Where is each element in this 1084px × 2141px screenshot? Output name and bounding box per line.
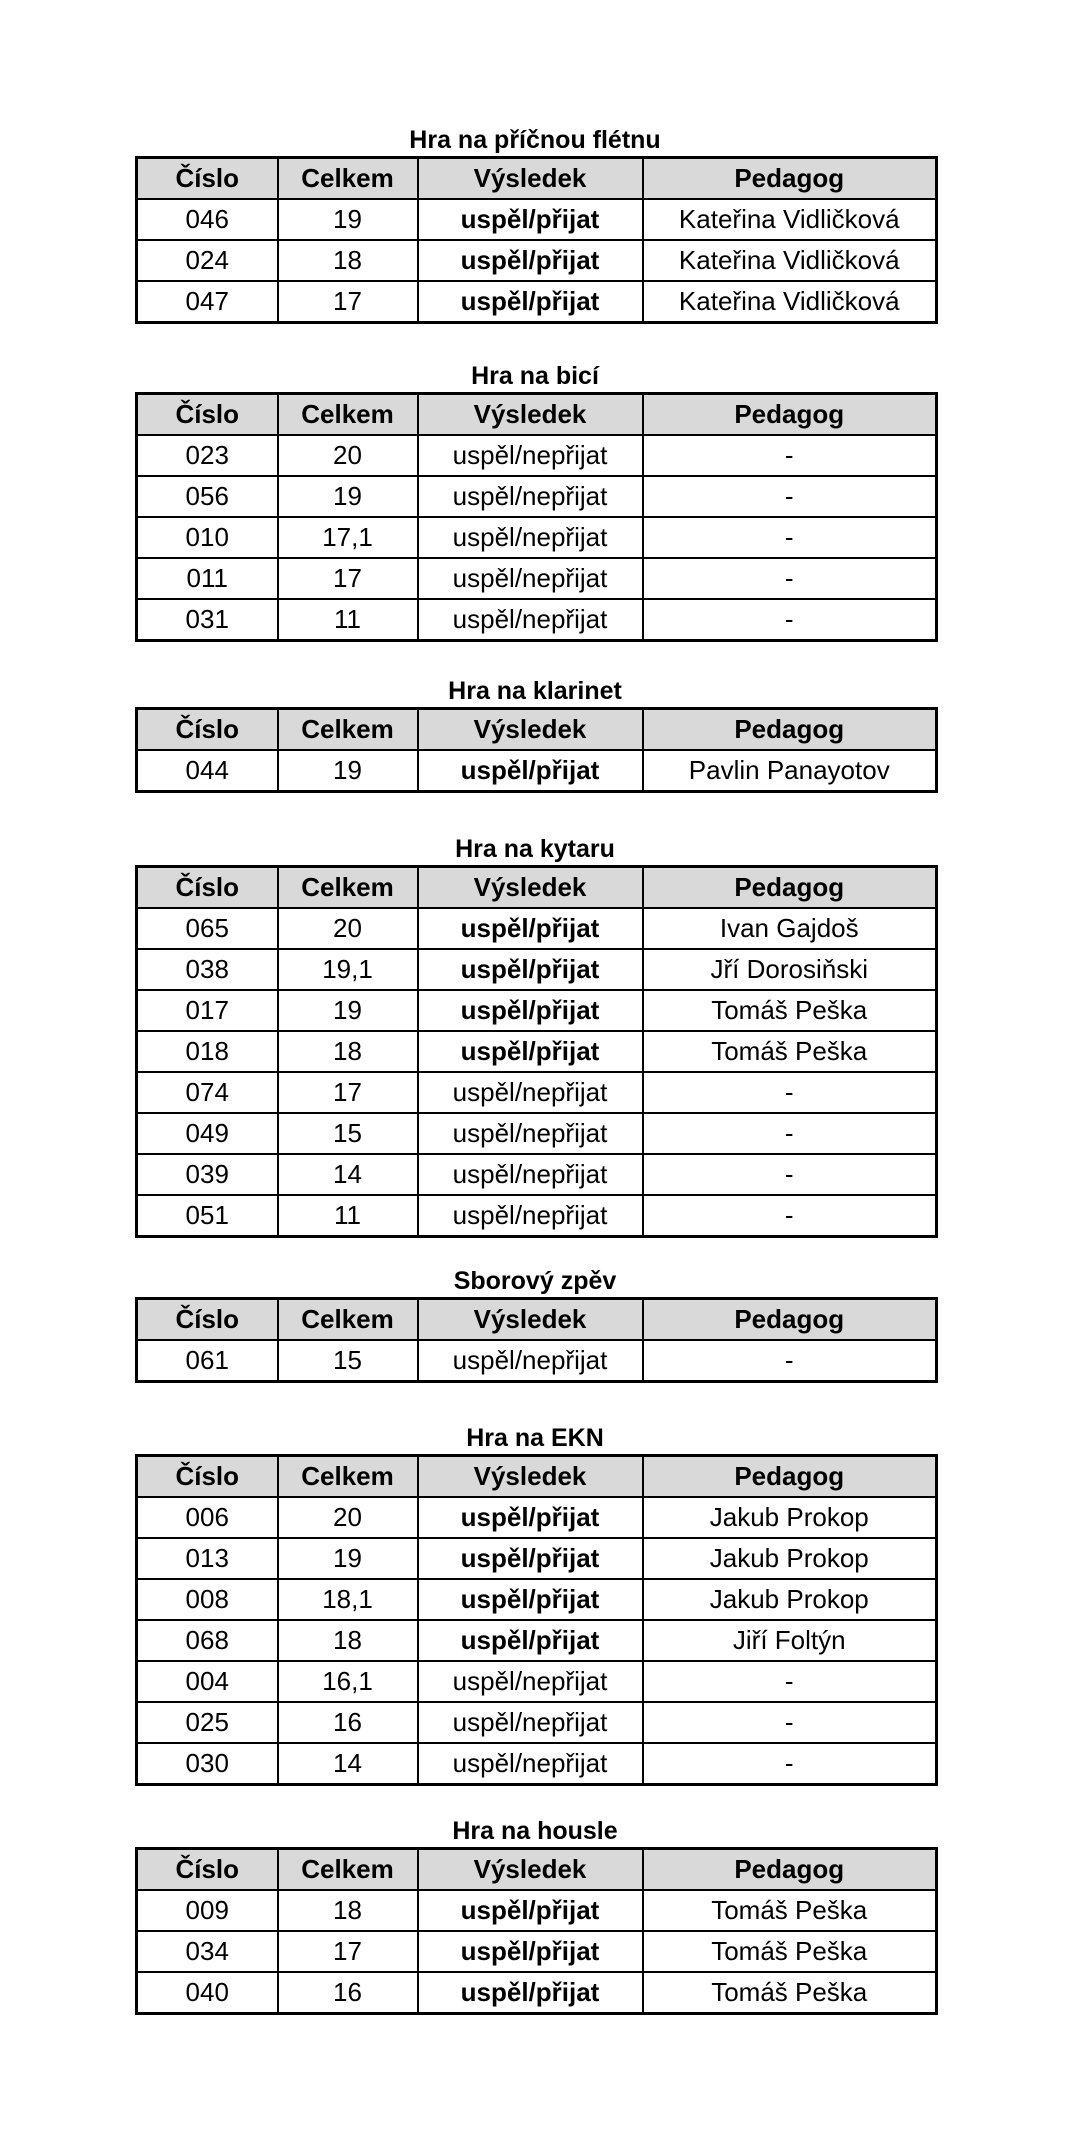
cell-teacher: - [643, 1743, 937, 1785]
cell-teacher: - [643, 1154, 937, 1195]
table-row [137, 1661, 937, 1702]
results-table [135, 1454, 938, 1786]
cell-total: 16 [278, 1972, 418, 2014]
cell-result: uspěl/nepřijat [418, 1195, 643, 1237]
cell-number: 049 [137, 1113, 278, 1154]
cell-result: uspěl/přijat [418, 949, 643, 990]
column-header-result: Výsledek [418, 1456, 643, 1498]
table-row [137, 1579, 937, 1620]
column-header-teacher: Pedagog [643, 1456, 937, 1498]
cell-total: 16,1 [278, 1661, 418, 1702]
table-row [137, 517, 937, 558]
table-row [137, 750, 937, 792]
cell-total: 19 [278, 476, 418, 517]
cell-result: uspěl/přijat [418, 1931, 643, 1972]
cell-result: uspěl/přijat [418, 1972, 643, 2014]
cell-number: 046 [137, 199, 278, 240]
cell-number: 004 [137, 1661, 278, 1702]
cell-teacher: - [643, 517, 937, 558]
cell-number: 044 [137, 750, 278, 792]
table-row [137, 1972, 937, 2014]
cell-teacher: Tomáš Peška [643, 1931, 937, 1972]
cell-number: 039 [137, 1154, 278, 1195]
cell-result: uspěl/nepřijat [418, 517, 643, 558]
column-header-result: Výsledek [418, 394, 643, 436]
section-title: Sborový zpěv [453, 1267, 617, 1295]
table-row [137, 1890, 937, 1931]
cell-teacher: Jakub Prokop [643, 1538, 937, 1579]
cell-total: 18 [278, 1620, 418, 1661]
cell-number: 068 [137, 1620, 278, 1661]
cell-result: uspěl/nepřijat [418, 1743, 643, 1785]
cell-total: 19,1 [278, 949, 418, 990]
cell-teacher: Jakub Prokop [643, 1579, 937, 1620]
cell-teacher: Tomáš Peška [643, 990, 937, 1031]
cell-number: 074 [137, 1072, 278, 1113]
cell-result: uspěl/přijat [418, 1579, 643, 1620]
cell-number: 010 [137, 517, 278, 558]
cell-number: 065 [137, 908, 278, 949]
column-header-total: Celkem [278, 1849, 418, 1891]
cell-number: 031 [137, 599, 278, 641]
cell-teacher: - [643, 1072, 937, 1113]
table-row [137, 199, 937, 240]
cell-number: 034 [137, 1931, 278, 1972]
table-row [137, 1154, 937, 1195]
results-table [135, 865, 938, 1238]
table-row [137, 990, 937, 1031]
section-title: Hra na bicí [471, 362, 599, 390]
cell-number: 040 [137, 1972, 278, 2014]
table-row [137, 435, 937, 476]
cell-number: 025 [137, 1702, 278, 1743]
results-section [135, 1265, 935, 1383]
results-section [135, 675, 935, 793]
cell-total: 16 [278, 1702, 418, 1743]
cell-number: 011 [137, 558, 278, 599]
cell-teacher: - [643, 1195, 937, 1237]
cell-teacher: - [643, 1113, 937, 1154]
table-row [137, 1340, 937, 1382]
table-row [137, 599, 937, 641]
cell-result: uspěl/přijat [418, 1031, 643, 1072]
header-row [137, 1299, 937, 1341]
results-table [135, 1847, 938, 2015]
cell-teacher: - [643, 599, 937, 641]
table-row [137, 1072, 937, 1113]
cell-total: 18,1 [278, 1579, 418, 1620]
table-row [137, 1931, 937, 1972]
column-header-result: Výsledek [418, 867, 643, 909]
table-row [137, 476, 937, 517]
cell-result: uspěl/nepřijat [418, 1340, 643, 1382]
column-header-teacher: Pedagog [643, 709, 937, 751]
cell-number: 051 [137, 1195, 278, 1237]
cell-result: uspěl/přijat [418, 908, 643, 949]
cell-result: uspěl/přijat [418, 1538, 643, 1579]
cell-number: 017 [137, 990, 278, 1031]
cell-result: uspěl/přijat [418, 199, 643, 240]
cell-result: uspěl/nepřijat [418, 1072, 643, 1113]
cell-result: uspěl/nepřijat [418, 1702, 643, 1743]
cell-teacher: - [643, 558, 937, 599]
cell-number: 018 [137, 1031, 278, 1072]
cell-total: 19 [278, 1538, 418, 1579]
cell-result: uspěl/nepřijat [418, 1154, 643, 1195]
column-header-number: Číslo [137, 1849, 278, 1891]
cell-teacher: - [643, 435, 937, 476]
table-row [137, 1113, 937, 1154]
cell-total: 17 [278, 281, 418, 323]
cell-total: 20 [278, 1497, 418, 1538]
column-header-total: Celkem [278, 394, 418, 436]
cell-total: 17,1 [278, 517, 418, 558]
cell-teacher: Ivan Gajdoš [643, 908, 937, 949]
section-title: Hra na EKN [466, 1424, 604, 1452]
column-header-result: Výsledek [418, 1299, 643, 1341]
results-table [135, 156, 938, 324]
cell-number: 009 [137, 1890, 278, 1931]
table-row [137, 949, 937, 990]
cell-result: uspěl/nepřijat [418, 435, 643, 476]
cell-number: 056 [137, 476, 278, 517]
results-section [135, 1422, 935, 1786]
cell-total: 15 [278, 1113, 418, 1154]
cell-number: 008 [137, 1579, 278, 1620]
section-title: Hra na klarinet [448, 677, 622, 705]
cell-teacher: - [643, 1661, 937, 1702]
results-section [135, 124, 935, 324]
column-header-number: Číslo [137, 709, 278, 751]
cell-teacher: Kateřina Vidličková [643, 199, 937, 240]
cell-teacher: - [643, 1702, 937, 1743]
cell-teacher: Tomáš Peška [643, 1972, 937, 2014]
cell-total: 15 [278, 1340, 418, 1382]
column-header-total: Celkem [278, 158, 418, 200]
column-header-teacher: Pedagog [643, 158, 937, 200]
cell-number: 030 [137, 1743, 278, 1785]
column-header-teacher: Pedagog [643, 394, 937, 436]
results-table [135, 392, 938, 642]
cell-total: 14 [278, 1154, 418, 1195]
column-header-number: Číslo [137, 158, 278, 200]
results-section [135, 360, 935, 642]
cell-result: uspěl/přijat [418, 990, 643, 1031]
cell-teacher: Pavlin Panayotov [643, 750, 937, 792]
header-row [137, 867, 937, 909]
cell-total: 17 [278, 1931, 418, 1972]
table-row [137, 1743, 937, 1785]
cell-result: uspěl/nepřijat [418, 599, 643, 641]
column-header-total: Celkem [278, 1299, 418, 1341]
table-row [137, 1702, 937, 1743]
column-header-teacher: Pedagog [643, 1299, 937, 1341]
column-header-total: Celkem [278, 709, 418, 751]
table-row [137, 1497, 937, 1538]
table-row [137, 240, 937, 281]
cell-result: uspěl/přijat [418, 750, 643, 792]
cell-teacher: Jiří Foltýn [643, 1620, 937, 1661]
cell-total: 17 [278, 1072, 418, 1113]
cell-number: 061 [137, 1340, 278, 1382]
cell-number: 024 [137, 240, 278, 281]
cell-teacher: Tomáš Peška [643, 1031, 937, 1072]
cell-teacher: Kateřina Vidličková [643, 281, 937, 323]
cell-total: 18 [278, 1890, 418, 1931]
cell-teacher: - [643, 476, 937, 517]
column-header-result: Výsledek [418, 709, 643, 751]
column-header-total: Celkem [278, 867, 418, 909]
cell-result: uspěl/přijat [418, 240, 643, 281]
table-row [137, 908, 937, 949]
cell-total: 11 [278, 599, 418, 641]
header-row [137, 709, 937, 751]
table-row [137, 1195, 937, 1237]
column-header-total: Celkem [278, 1456, 418, 1498]
cell-result: uspěl/nepřijat [418, 558, 643, 599]
table-row [137, 558, 937, 599]
cell-result: uspěl/přijat [418, 1497, 643, 1538]
cell-total: 14 [278, 1743, 418, 1785]
cell-total: 18 [278, 1031, 418, 1072]
cell-teacher: - [643, 1340, 937, 1382]
cell-number: 006 [137, 1497, 278, 1538]
section-title: Hra na kytaru [455, 835, 615, 863]
section-title: Hra na příčnou flétnu [409, 126, 661, 154]
cell-number: 023 [137, 435, 278, 476]
column-header-number: Číslo [137, 1456, 278, 1498]
cell-teacher: Jakub Prokop [643, 1497, 937, 1538]
cell-total: 18 [278, 240, 418, 281]
cell-total: 19 [278, 750, 418, 792]
column-header-number: Číslo [137, 394, 278, 436]
cell-total: 19 [278, 990, 418, 1031]
cell-result: uspěl/nepřijat [418, 1661, 643, 1702]
column-header-number: Číslo [137, 867, 278, 909]
header-row [137, 1849, 937, 1891]
cell-total: 19 [278, 199, 418, 240]
cell-number: 047 [137, 281, 278, 323]
header-row [137, 158, 937, 200]
column-header-number: Číslo [137, 1299, 278, 1341]
column-header-result: Výsledek [418, 158, 643, 200]
cell-total: 20 [278, 435, 418, 476]
cell-number: 038 [137, 949, 278, 990]
cell-result: uspěl/nepřijat [418, 1113, 643, 1154]
section-title: Hra na housle [452, 1817, 618, 1845]
cell-teacher: Kateřina Vidličková [643, 240, 937, 281]
cell-total: 17 [278, 558, 418, 599]
results-section [135, 833, 935, 1238]
table-row [137, 281, 937, 323]
cell-teacher: Tomáš Peška [643, 1890, 937, 1931]
table-row [137, 1031, 937, 1072]
column-header-teacher: Pedagog [643, 1849, 937, 1891]
cell-result: uspěl/přijat [418, 1620, 643, 1661]
column-header-teacher: Pedagog [643, 867, 937, 909]
column-header-result: Výsledek [418, 1849, 643, 1891]
header-row [137, 394, 937, 436]
cell-teacher: Jří Dorosiňski [643, 949, 937, 990]
cell-result: uspěl/přijat [418, 281, 643, 323]
results-table [135, 707, 938, 793]
table-row [137, 1538, 937, 1579]
cell-result: uspěl/nepřijat [418, 476, 643, 517]
table-row [137, 1620, 937, 1661]
cell-total: 11 [278, 1195, 418, 1237]
cell-total: 20 [278, 908, 418, 949]
cell-result: uspěl/přijat [418, 1890, 643, 1931]
results-table [135, 1297, 938, 1383]
header-row [137, 1456, 937, 1498]
results-section [135, 1815, 935, 2015]
cell-number: 013 [137, 1538, 278, 1579]
